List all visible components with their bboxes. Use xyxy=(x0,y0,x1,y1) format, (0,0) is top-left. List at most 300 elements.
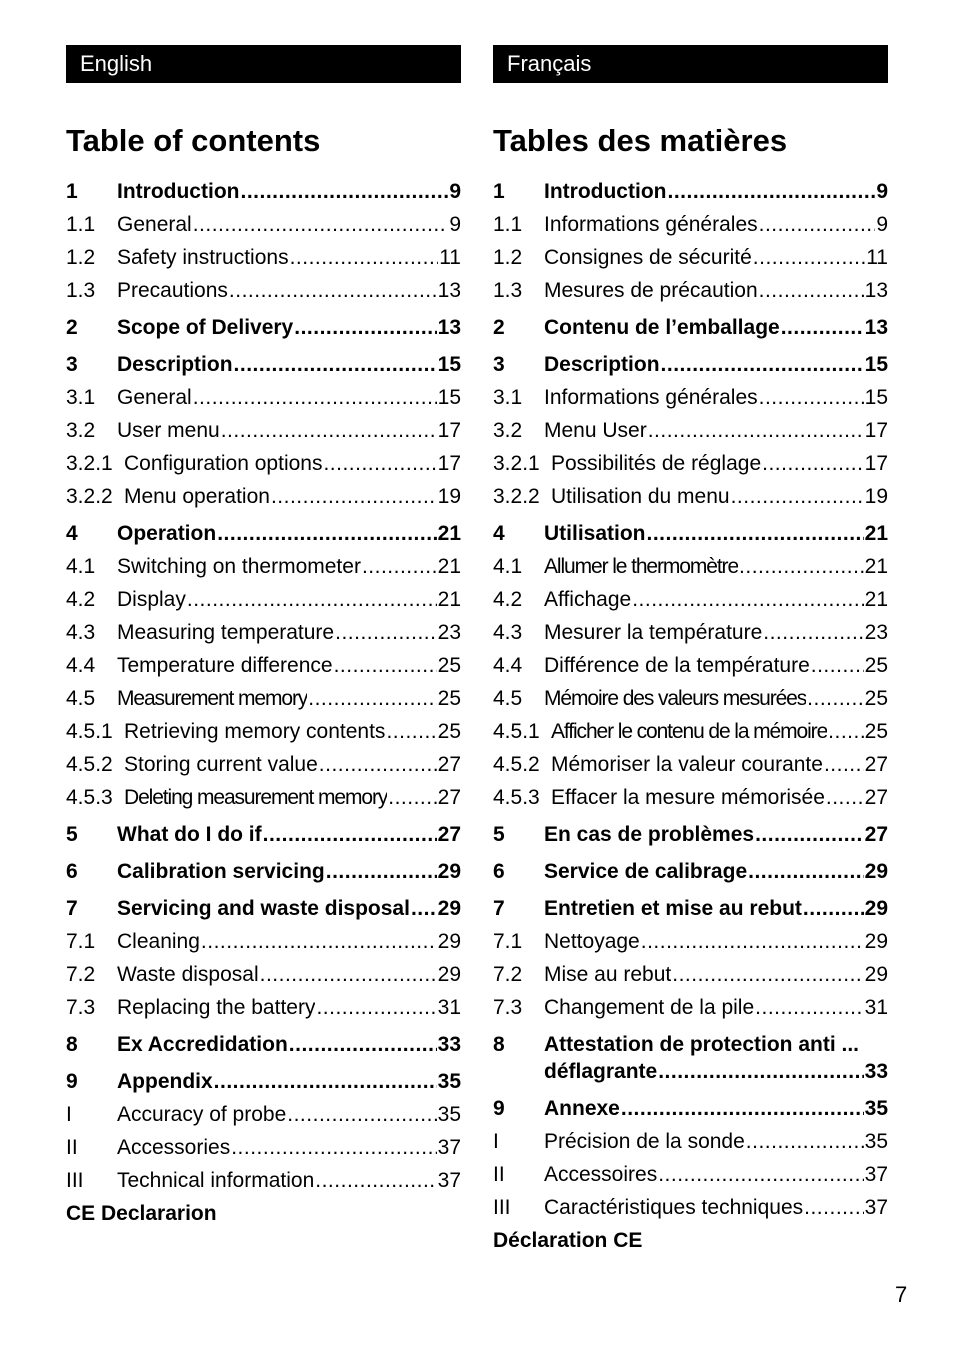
toc-entry xyxy=(493,958,888,991)
dot-leader xyxy=(755,991,863,1024)
dot-leader xyxy=(759,381,864,414)
toc-entry-title: Temperature difference xyxy=(117,654,333,677)
toc-entry xyxy=(66,311,461,344)
dot-leader xyxy=(647,517,864,550)
toc-entry xyxy=(66,1065,461,1098)
toc-entry-number: 2 xyxy=(66,316,78,339)
toc-entry xyxy=(66,480,461,513)
toc-entry-title: Description xyxy=(117,353,233,376)
dot-leader xyxy=(289,1028,437,1061)
toc-entry xyxy=(66,991,461,1024)
toc-entry-number: 7.1 xyxy=(66,930,96,953)
toc-entry-title: Précision de la sonde xyxy=(544,1130,745,1153)
toc-entry-number: 4.5.3 xyxy=(66,786,113,809)
toc-entry-page: 23 xyxy=(437,621,461,644)
toc-entry-title: Différence de la température xyxy=(544,654,810,677)
toc-entry-title: Caractéristiques techniques xyxy=(544,1196,804,1219)
toc-entry-page: 29 xyxy=(437,897,461,920)
toc-entry-page: 29 xyxy=(437,860,461,883)
toc-entry-title: Waste disposal xyxy=(117,963,259,986)
dot-leader xyxy=(641,925,864,958)
toc-entry xyxy=(493,715,888,748)
toc-entry-number: 3 xyxy=(66,353,78,376)
toc-entry-title: Measurement memory xyxy=(117,687,308,710)
page-number: 7 xyxy=(895,1282,908,1307)
toc-entry-page: 17 xyxy=(437,452,461,475)
toc-entry-title: What do I do if xyxy=(117,823,262,846)
toc-entry-page: 31 xyxy=(437,996,461,1019)
toc-entry-number: 9 xyxy=(66,1070,78,1093)
toc-entry-title: Annexe xyxy=(544,1097,620,1120)
toc-entry xyxy=(66,517,461,550)
toc-entry-page: 37 xyxy=(437,1136,461,1159)
dot-leader xyxy=(221,414,437,447)
toc-entry xyxy=(66,818,461,851)
toc-entry-title: General xyxy=(117,386,192,409)
toc-entry-title: Allumer le thermomètre xyxy=(544,555,739,578)
toc-entry-page: 17 xyxy=(864,419,888,442)
dot-leader xyxy=(672,958,863,991)
toc-entry-page: 15 xyxy=(864,353,888,376)
toc-entry-number: 3 xyxy=(493,353,505,376)
toc-list xyxy=(493,175,888,1257)
toc-entry-number: 6 xyxy=(66,860,78,883)
toc-entry-number: 1 xyxy=(493,180,505,203)
toc-entry xyxy=(66,616,461,649)
language-header: English xyxy=(66,45,461,83)
toc-entry-title: Possibilités de réglage xyxy=(551,452,762,475)
toc-entry-title: Mémoire des valeurs mesurées xyxy=(544,687,807,710)
toc-entry-number: 3.1 xyxy=(493,386,523,409)
toc-entry-title: User menu xyxy=(117,419,220,442)
dot-leader xyxy=(781,311,864,344)
toc-entry-title: Display xyxy=(117,588,186,611)
toc-entry-number: 4.5 xyxy=(493,687,523,710)
toc-entry xyxy=(493,348,888,381)
toc-entry-number: 4 xyxy=(493,522,505,545)
french-column xyxy=(493,45,888,1252)
toc-entry-number: 1.2 xyxy=(66,246,96,269)
toc-entry-number: 1 xyxy=(66,180,78,203)
ce-declaration: CE Declararion xyxy=(66,1202,217,1225)
toc-entry-page: 29 xyxy=(864,897,888,920)
toc-entry-number: I xyxy=(493,1130,499,1153)
dot-leader xyxy=(762,447,864,480)
toc-entry-title: Deleting measurement memory xyxy=(124,786,388,809)
toc-entry-number: 4.5.1 xyxy=(66,720,113,743)
toc-entry-page: 29 xyxy=(864,860,888,883)
dot-leader xyxy=(240,175,448,208)
toc-entry xyxy=(493,748,888,781)
toc-entry-page: 9 xyxy=(449,213,461,236)
toc-entry-page: 17 xyxy=(864,452,888,475)
dot-leader xyxy=(661,348,864,381)
dot-leader xyxy=(201,925,437,958)
dot-leader xyxy=(271,480,437,513)
toc-entry xyxy=(493,1092,888,1125)
dot-leader xyxy=(316,991,436,1024)
toc-entry-title: Effacer la mesure mémorisée xyxy=(551,786,825,809)
toc-entry-page: 25 xyxy=(864,687,888,710)
dot-leader xyxy=(335,616,437,649)
toc-entry-title: Attestation de protection anti ... xyxy=(544,1033,860,1056)
toc-entry xyxy=(493,649,888,682)
toc-entry-title: Replacing the battery xyxy=(117,996,316,1019)
toc-entry xyxy=(493,925,888,958)
toc-entry-title: Nettoyage xyxy=(544,930,640,953)
toc-entry-page: 25 xyxy=(437,720,461,743)
toc-entry-number: 3.2.1 xyxy=(66,452,113,475)
language-header: Français xyxy=(493,45,888,83)
toc-entry-page: 19 xyxy=(437,485,461,508)
toc-entry-title: Accessoires xyxy=(544,1163,658,1186)
toc-entry-page: 33 xyxy=(437,1033,461,1056)
toc-entry-number: 2 xyxy=(493,316,505,339)
toc-entry xyxy=(66,274,461,307)
toc-entry-number: 4.1 xyxy=(66,555,96,578)
toc-entry-title: General xyxy=(117,213,192,236)
toc-entry-number: I xyxy=(66,1103,72,1126)
toc-entry-page: 13 xyxy=(437,316,461,339)
toc-entry xyxy=(493,855,888,888)
toc-entry-title: Utilisation xyxy=(544,522,646,545)
toc-entry xyxy=(493,1125,888,1158)
toc-entry xyxy=(66,781,461,814)
toc-entry-page: 23 xyxy=(864,621,888,644)
toc-entry xyxy=(493,241,888,274)
toc-entry-page: 37 xyxy=(864,1196,888,1219)
toc-entry-title: Ex Accredidation xyxy=(117,1033,288,1056)
toc-entry-title: Mise au rebut xyxy=(544,963,672,986)
toc-entry-title: Utilisation du menu xyxy=(551,485,730,508)
toc-entry-number: 7.3 xyxy=(66,996,96,1019)
toc-entry-page: 27 xyxy=(437,753,461,776)
toc-entry-title: Accuracy of probe xyxy=(117,1103,287,1126)
dot-leader xyxy=(187,583,437,616)
toc-entry-page: 15 xyxy=(864,386,888,409)
toc-entry xyxy=(66,175,461,208)
dot-leader xyxy=(263,818,437,851)
toc-entry-number: 7 xyxy=(493,897,505,920)
dot-leader xyxy=(388,781,436,814)
dot-leader xyxy=(759,274,864,307)
toc-entry xyxy=(493,616,888,649)
toc-entry xyxy=(493,991,888,1024)
toc-entry-page: 21 xyxy=(437,555,461,578)
toc-entry-number: 7.2 xyxy=(493,963,523,986)
toc-entry-page: 29 xyxy=(437,930,461,953)
toc-entry-title: Scope of Delivery xyxy=(117,316,294,339)
toc-entry-title: Precautions xyxy=(117,279,228,302)
toc-entry-number: III xyxy=(493,1196,511,1219)
toc-entry-number: 7.1 xyxy=(493,930,523,953)
dot-leader xyxy=(231,1131,436,1164)
toc-entry-title: Description xyxy=(544,353,660,376)
dot-leader xyxy=(763,616,863,649)
toc-entry-title: Consignes de sécurité xyxy=(544,246,752,269)
toc-entry-page: 15 xyxy=(437,386,461,409)
toc-entry-page: 27 xyxy=(864,786,888,809)
toc-entry-number: 4.3 xyxy=(66,621,96,644)
toc-entry-title: Measuring temperature xyxy=(117,621,335,644)
toc-entry-page: 33 xyxy=(864,1060,888,1083)
english-column xyxy=(66,45,461,1225)
toc-entry-number: II xyxy=(66,1136,78,1159)
toc-entry-page: 25 xyxy=(437,687,461,710)
dot-leader xyxy=(411,892,437,925)
toc-entry xyxy=(66,925,461,958)
toc-entry-title: Entretien et mise au rebut xyxy=(544,897,802,920)
toc-entry-number: 1.1 xyxy=(493,213,523,236)
dot-leader xyxy=(828,715,863,748)
toc-entry xyxy=(66,892,461,925)
toc-entry xyxy=(493,892,888,925)
toc-entry-number: 3.2.1 xyxy=(493,452,540,475)
dot-leader xyxy=(334,649,437,682)
toc-entry xyxy=(66,649,461,682)
toc-entry-title: Operation xyxy=(117,522,217,545)
toc-entry-page: 31 xyxy=(864,996,888,1019)
toc-entry xyxy=(493,550,888,583)
toc-entry xyxy=(493,583,888,616)
dot-leader xyxy=(746,1125,864,1158)
toc-entry-title: Mémoriser la valeur courante xyxy=(551,753,823,776)
toc-entry-number: 5 xyxy=(66,823,78,846)
toc-entry-number: 8 xyxy=(493,1033,505,1056)
toc-entry-page: 21 xyxy=(437,522,461,545)
toc-entry-title-continued: déflagrante xyxy=(544,1060,658,1083)
toc-entry-page: 11 xyxy=(439,246,461,269)
dot-leader xyxy=(755,818,864,851)
toc-entry xyxy=(66,241,461,274)
toc-entry-title: Storing current value xyxy=(124,753,318,776)
toc-entry-page: 11 xyxy=(866,246,888,269)
toc-entry-number: 1.1 xyxy=(66,213,96,236)
toc-entry-page: 35 xyxy=(864,1130,888,1153)
toc-entry xyxy=(66,1028,461,1061)
toc-entry xyxy=(66,1131,461,1164)
toc-entry-title: Safety instructions xyxy=(117,246,289,269)
dot-leader xyxy=(214,1065,437,1098)
toc-entry-number: 9 xyxy=(493,1097,505,1120)
toc-entry xyxy=(493,381,888,414)
dot-leader xyxy=(739,550,864,583)
toc-entry-title: Service de calibrage xyxy=(544,860,748,883)
dot-leader xyxy=(290,241,439,274)
toc-entry-title: Configuration options xyxy=(124,452,323,475)
toc-entry-number: 4.5.3 xyxy=(493,786,540,809)
dot-leader xyxy=(193,208,449,241)
toc-entry xyxy=(66,447,461,480)
toc-entry-page: 9 xyxy=(876,180,888,203)
toc-entry xyxy=(493,175,888,208)
toc-entry-number: 3.2.2 xyxy=(493,485,540,508)
toc-entry-title: Retrieving memory contents xyxy=(124,720,386,743)
toc-entry-number: 7.2 xyxy=(66,963,96,986)
toc-entry-page: 21 xyxy=(864,555,888,578)
toc-entry-title: Accessories xyxy=(117,1136,231,1159)
toc-entry-page: 13 xyxy=(864,316,888,339)
toc-entry-title: En cas de problèmes xyxy=(544,823,755,846)
toc-entry-number: 4.5.2 xyxy=(493,753,540,776)
toc-entry-title: Informations générales xyxy=(544,213,758,236)
toc-entry xyxy=(66,414,461,447)
dot-leader xyxy=(826,781,864,814)
toc-entry-page: 21 xyxy=(864,522,888,545)
toc-entry xyxy=(66,381,461,414)
toc-entry-page: 25 xyxy=(864,654,888,677)
toc-entry-number: 3.2 xyxy=(493,419,523,442)
toc-entry xyxy=(66,855,461,888)
toc-entry-title: Changement de la pile xyxy=(544,996,755,1019)
dot-leader xyxy=(632,583,863,616)
toc-entry-title: Mesures de précaution xyxy=(544,279,758,302)
toc-entry-page: 29 xyxy=(864,930,888,953)
toc-entry xyxy=(493,1158,888,1191)
dot-leader xyxy=(362,550,437,583)
toc-entry-number: 1.3 xyxy=(66,279,96,302)
toc-entry-title: Appendix xyxy=(117,1070,213,1093)
toc-entry-number: 4.5.1 xyxy=(493,720,540,743)
toc-entry-number: II xyxy=(493,1163,505,1186)
dot-leader xyxy=(658,1158,863,1191)
toc-entry-page: 13 xyxy=(864,279,888,302)
toc-entry-page: 29 xyxy=(864,963,888,986)
toc-entry xyxy=(493,274,888,307)
toc-entry xyxy=(66,1164,461,1197)
dot-leader xyxy=(811,649,864,682)
toc-entry xyxy=(493,414,888,447)
dot-leader xyxy=(326,855,437,888)
toc-entry xyxy=(493,480,888,513)
dot-leader xyxy=(748,855,864,888)
dot-leader xyxy=(658,1058,863,1085)
toc-entry xyxy=(493,682,888,715)
toc-entry-title: Mesurer la température xyxy=(544,621,763,644)
toc-entry-page: 25 xyxy=(864,720,888,743)
toc-entry-title: Switching on thermometer xyxy=(117,555,361,578)
toc-entry-page: 15 xyxy=(437,353,461,376)
toc-entry xyxy=(66,1098,461,1131)
toc-entry-page: 37 xyxy=(864,1163,888,1186)
toc-entry-title: Servicing and waste disposal xyxy=(117,897,410,920)
toc-entry-title: Contenu de l’emballage xyxy=(544,316,780,339)
dot-leader xyxy=(234,348,437,381)
toc-entry-number: 1.2 xyxy=(493,246,523,269)
toc-entry-title: Menu operation xyxy=(124,485,270,508)
toc-entry-page: 17 xyxy=(437,419,461,442)
toc-entry-title: Introduction xyxy=(117,180,240,203)
toc-entry-number: 8 xyxy=(66,1033,78,1056)
toc-entry-number: 5 xyxy=(493,823,505,846)
toc-entry xyxy=(66,583,461,616)
toc-entry-page: 9 xyxy=(876,213,888,236)
toc-entry xyxy=(66,958,461,991)
toc-entry-title: Affichage xyxy=(544,588,632,611)
toc-entry-page: 13 xyxy=(437,279,461,302)
toc-entry-page: 25 xyxy=(437,654,461,677)
dot-leader xyxy=(315,1164,436,1197)
dot-leader xyxy=(229,274,437,307)
dot-leader xyxy=(667,175,875,208)
toc-entry xyxy=(493,781,888,814)
toc-entry-number: 7 xyxy=(66,897,78,920)
toc-entry xyxy=(66,748,461,781)
toc-entry xyxy=(66,682,461,715)
toc-entry-number: 3.2.2 xyxy=(66,485,113,508)
toc-entry xyxy=(493,1191,888,1224)
ce-declaration: Déclaration CE xyxy=(493,1229,643,1252)
dot-leader xyxy=(648,414,864,447)
dot-leader xyxy=(260,958,437,991)
dot-leader xyxy=(193,381,437,414)
toc-entry-number: 4.1 xyxy=(493,555,523,578)
toc-entry-page: 19 xyxy=(864,485,888,508)
dot-leader xyxy=(621,1092,864,1125)
dot-leader xyxy=(753,241,865,274)
toc-entry-number: 4.5.2 xyxy=(66,753,113,776)
dot-leader xyxy=(803,892,864,925)
toc-entry-title: Menu User xyxy=(544,419,647,442)
dot-leader xyxy=(759,208,876,241)
toc-entry-number: 4.5 xyxy=(66,687,96,710)
dot-leader xyxy=(804,1191,864,1224)
dot-leader xyxy=(731,480,864,513)
dot-leader xyxy=(824,748,864,781)
toc-entry-number: 6 xyxy=(493,860,505,883)
toc-entry xyxy=(66,550,461,583)
toc-entry-title: Afficher le contenu de la mémoire xyxy=(551,720,828,743)
toc-entry-number: 4.2 xyxy=(66,588,96,611)
toc-entry-number: 4.2 xyxy=(493,588,523,611)
toc-entry-title: Introduction xyxy=(544,180,667,203)
dot-leader xyxy=(319,748,437,781)
toc-entry-page: 27 xyxy=(437,786,461,809)
toc-entry-number: 1.3 xyxy=(493,279,523,302)
toc-entry-number: 7.3 xyxy=(493,996,523,1019)
toc-entry-number: 3.1 xyxy=(66,386,96,409)
toc-entry xyxy=(66,348,461,381)
dot-leader xyxy=(308,682,436,715)
toc-entry xyxy=(66,208,461,241)
toc-entry xyxy=(493,818,888,851)
page-title: Tables des matières xyxy=(493,123,788,158)
dot-leader xyxy=(807,682,863,715)
page-title: Table of contents xyxy=(66,123,321,158)
toc-list xyxy=(66,175,461,1230)
toc-entry-page: 9 xyxy=(449,180,461,203)
toc-entry-number: 4 xyxy=(66,522,78,545)
toc-entry-page: 35 xyxy=(437,1103,461,1126)
toc-entry-number: III xyxy=(66,1169,84,1192)
toc-entry xyxy=(493,208,888,241)
dot-leader xyxy=(217,517,436,550)
toc-entry-title: Informations générales xyxy=(544,386,758,409)
dot-leader xyxy=(287,1098,436,1131)
dot-leader xyxy=(294,311,436,344)
toc-entry xyxy=(493,517,888,550)
toc-entry-title: Cleaning xyxy=(117,930,200,953)
toc-entry-number: 4.4 xyxy=(493,654,523,677)
dot-leader xyxy=(323,447,436,480)
toc-entry-title: Technical information xyxy=(117,1169,315,1192)
toc-entry-page: 27 xyxy=(864,823,888,846)
dot-leader xyxy=(386,715,436,748)
toc-entry-page: 21 xyxy=(437,588,461,611)
toc-entry xyxy=(66,715,461,748)
toc-entry-page: 27 xyxy=(864,753,888,776)
toc-entry-number: 3.2 xyxy=(66,419,96,442)
